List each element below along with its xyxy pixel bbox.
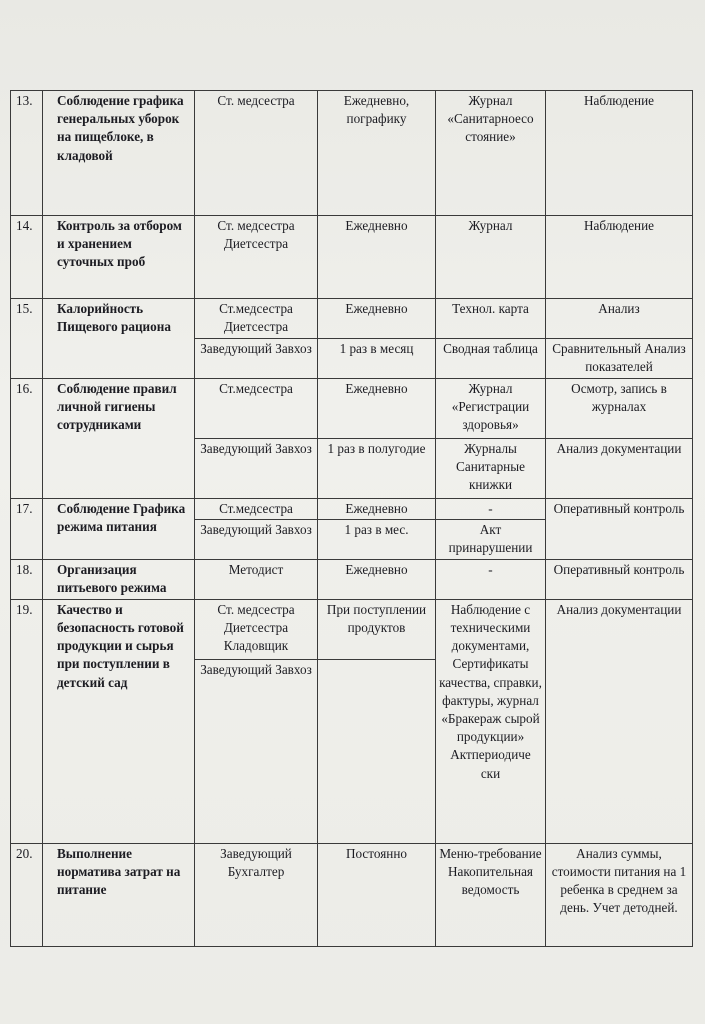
- document-cell: Журнал «Регистрации здоровья»: [436, 379, 546, 439]
- frequency-cell: Ежедневно: [318, 499, 436, 520]
- table-row: [11, 379, 693, 439]
- control-form-cell: Оперативный контроль: [546, 560, 693, 599]
- control-subject: Контроль за отбором и хранением суточных проб: [43, 216, 195, 299]
- control-subject: Соблюдение правил личной гигиены сотрудниками: [43, 379, 195, 499]
- document-cell: -: [436, 499, 546, 520]
- responsible-cell: Заведующий Завхоз: [195, 339, 318, 379]
- control-form-cell: Анализ: [546, 299, 693, 339]
- row-number: 17.: [11, 499, 43, 560]
- frequency-cell: 1 раз в мес.: [318, 520, 436, 560]
- frequency-cell: [318, 659, 436, 843]
- control-form-cell: Анализ документации: [546, 439, 693, 499]
- control-form-cell: Наблюдение: [546, 216, 693, 299]
- table-row: [11, 560, 693, 599]
- document-cell: Наблюдение с техническими документами, Сертификаты качества, справки, фактуры, журнал «Бракераж сырой продукции» Актпериодиче ски: [436, 599, 546, 843]
- responsible-cell: Заведующий Завхоз: [195, 520, 318, 560]
- document-cell: Меню-требование Накопительная ведомость: [436, 843, 546, 946]
- table-row: [11, 843, 693, 946]
- frequency-cell: Постоянно: [318, 843, 436, 946]
- table-row: [11, 216, 693, 299]
- responsible-cell: Ст. медсестра: [195, 91, 318, 216]
- control-form-cell: Осмотр, запись в журналах: [546, 379, 693, 439]
- table-row: [11, 599, 693, 659]
- responsible-cell: Ст.медсестра Диетсестра: [195, 299, 318, 339]
- table-row: [11, 299, 693, 339]
- control-subject: Соблюдение Графика режима питания: [43, 499, 195, 560]
- frequency-cell: При поступлении продуктов: [318, 599, 436, 659]
- table-row: [11, 91, 693, 216]
- row-number: 15.: [11, 299, 43, 379]
- document-cell: Журнал: [436, 216, 546, 299]
- control-subject: Калорийность Пищевого рациона: [43, 299, 195, 379]
- responsible-cell: Заведующий Бухгалтер: [195, 843, 318, 946]
- control-form-cell: Анализ суммы, стоимости питания на 1 ребенка в среднем за день. Учет детодней.: [546, 843, 693, 946]
- control-subject: Качество и безопасность готовой продукции и сырья при поступлении в детский сад: [43, 599, 195, 843]
- food-control-table: [10, 90, 693, 947]
- row-number: 16.: [11, 379, 43, 499]
- responsible-cell: Заведующий Завхоз: [195, 659, 318, 843]
- document-cell: Сводная таблица: [436, 339, 546, 379]
- frequency-cell: Ежедневно: [318, 560, 436, 599]
- control-form-cell: Сравнительный Анализ показателей: [546, 339, 693, 379]
- document-cell: Технол. карта: [436, 299, 546, 339]
- row-number: 20.: [11, 843, 43, 946]
- responsible-cell: Ст. медсестра Диетсестра: [195, 216, 318, 299]
- document-page: [10, 90, 692, 942]
- frequency-cell: Ежедневно, пографику: [318, 91, 436, 216]
- frequency-cell: 1 раз в полугодие: [318, 439, 436, 499]
- control-subject: Соблюдение графика генеральных уборок на пищеблоке, в кладовой: [43, 91, 195, 216]
- control-form-cell: Анализ документации: [546, 599, 693, 843]
- frequency-cell: Ежедневно: [318, 379, 436, 439]
- frequency-cell: Ежедневно: [318, 299, 436, 339]
- document-cell: -: [436, 560, 546, 599]
- responsible-cell: Ст.медсестра: [195, 499, 318, 520]
- frequency-cell: Ежедневно: [318, 216, 436, 299]
- document-cell: Журнал «Санитарноесо стояние»: [436, 91, 546, 216]
- control-subject: Организация питьевого режима: [43, 560, 195, 599]
- control-form-cell: Оперативный контроль: [546, 499, 693, 560]
- row-number: 14.: [11, 216, 43, 299]
- document-cell: Акт принарушении: [436, 520, 546, 560]
- table-row: [11, 499, 693, 520]
- row-number: 13.: [11, 91, 43, 216]
- document-cell: Журналы Санитарные книжки: [436, 439, 546, 499]
- control-subject: Выполнение норматива затрат на питание: [43, 843, 195, 946]
- control-form-cell: Наблюдение: [546, 91, 693, 216]
- frequency-cell: 1 раз в месяц: [318, 339, 436, 379]
- responsible-cell: Ст. медсестра Диетсестра Кладовщик: [195, 599, 318, 659]
- responsible-cell: Методист: [195, 560, 318, 599]
- row-number: 18.: [11, 560, 43, 599]
- responsible-cell: Ст.медсестра: [195, 379, 318, 439]
- row-number: 19.: [11, 599, 43, 843]
- responsible-cell: Заведующий Завхоз: [195, 439, 318, 499]
